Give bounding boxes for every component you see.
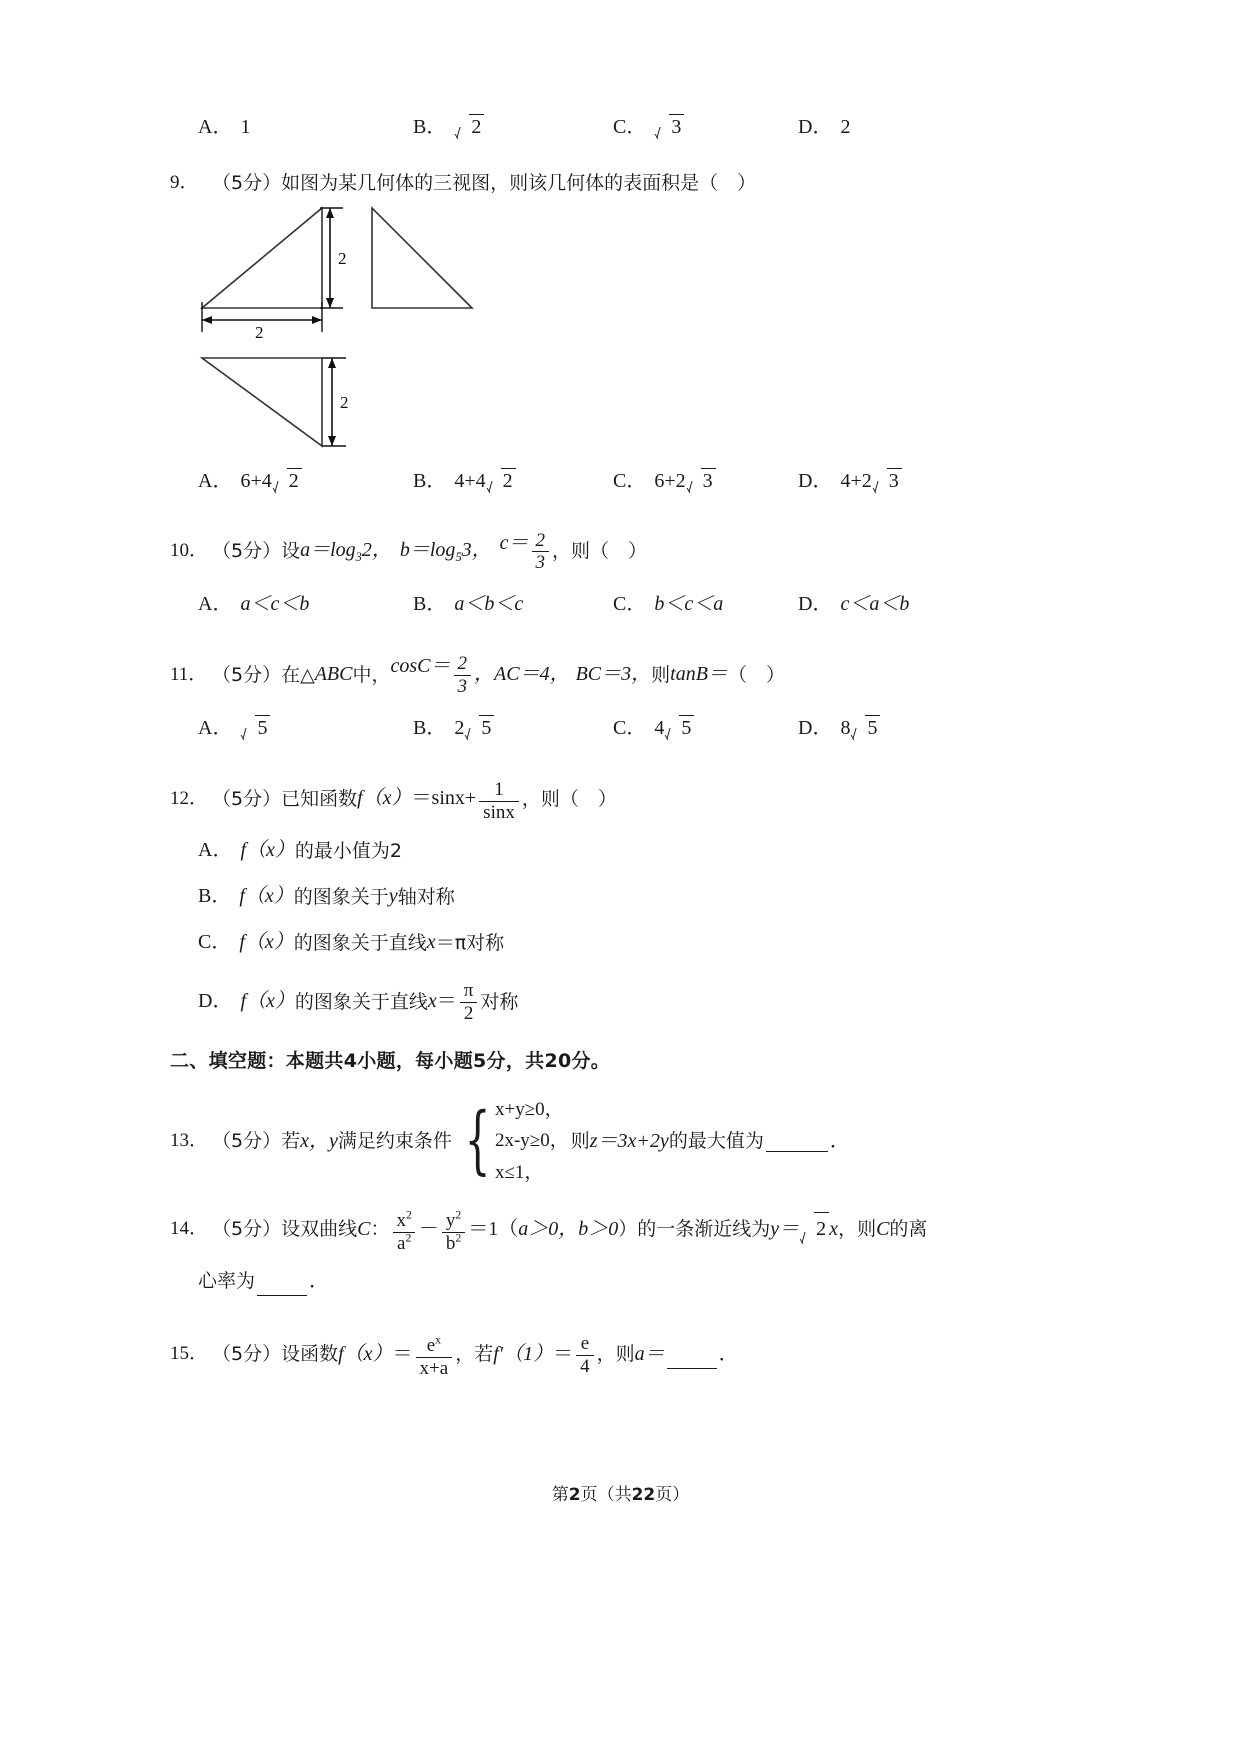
- option-b-label: B．: [413, 593, 447, 616]
- option-b-variable: y: [388, 885, 398, 908]
- question-13-number: 13．: [170, 1129, 209, 1151]
- question-13-score: （5分）: [212, 1129, 282, 1152]
- question-15-score: （5分）: [212, 1343, 282, 1366]
- option-c[interactable]: [613, 711, 798, 740]
- question-14-score: （5分）: [212, 1218, 282, 1241]
- question-10-score: （5分）: [212, 539, 282, 562]
- footer-total-pages: 22: [631, 1485, 656, 1505]
- option-a-prefix: 6+4: [240, 469, 272, 492]
- option-a-radicand: 2: [287, 468, 302, 493]
- option-c-text-2: ＝π对称: [435, 931, 505, 954]
- option-d-label: D．: [198, 990, 233, 1012]
- option-a[interactable]: [198, 587, 413, 616]
- option-d[interactable]: [798, 464, 902, 493]
- option-b-text: a＜b＜c: [454, 593, 524, 616]
- footer-page-number: 2: [568, 1485, 581, 1505]
- question-10-b-definition: $b=\log_53$，: [399, 539, 492, 565]
- question-14-text-1: 设双曲线: [281, 1218, 358, 1241]
- option-c-label: C．: [613, 469, 647, 492]
- option-a-radicand: 5: [255, 715, 270, 740]
- option-b[interactable]: [413, 587, 613, 616]
- question-15-a-variable: a＝: [634, 1342, 665, 1365]
- question-12-option-b[interactable]: [170, 881, 1070, 911]
- option-d-text-2: 对称: [480, 990, 519, 1013]
- option-c[interactable]: [613, 464, 798, 493]
- constraint-3: x≤1，: [494, 1161, 544, 1183]
- question-14-paren: ）: [618, 1218, 638, 1241]
- question-12-text-1: 已知函数: [281, 787, 358, 810]
- question-14-number: 14．: [170, 1218, 209, 1240]
- sqrt-icon: [486, 468, 516, 493]
- question-11-triangle: ABC: [314, 663, 353, 686]
- question-11-text-1: 在△: [281, 663, 315, 686]
- question-15-period: ．: [718, 1342, 739, 1365]
- constraint-1: x+y≥0，: [494, 1098, 564, 1120]
- sqrt-icon: [664, 715, 694, 740]
- question-12-option-a[interactable]: [170, 835, 1070, 865]
- footer-suffix: 页）: [655, 1485, 690, 1505]
- option-a[interactable]: [198, 110, 413, 139]
- question-12-text-2: ，则（ ）: [521, 787, 617, 810]
- sqrt-icon: [272, 468, 302, 493]
- option-b-radicand: 2: [501, 468, 516, 493]
- question-15-function: f（x）: [338, 1342, 393, 1365]
- option-b-prefix: 4+4: [454, 469, 486, 492]
- question-10-number: 10．: [170, 539, 209, 561]
- question-12-stem: [170, 770, 1070, 824]
- option-d-equals: ＝: [436, 990, 457, 1012]
- option-c-radicand: 5: [679, 715, 694, 740]
- question-9-text: 如图为某几何体的三视图，则该几何体的表面积是（ ）: [281, 172, 757, 194]
- question-14-eccentricity-label: 心率为: [198, 1270, 256, 1293]
- option-b[interactable]: [413, 464, 613, 493]
- option-a-text: 的最小值为2: [294, 839, 402, 862]
- left-brace-icon: {: [464, 1097, 491, 1184]
- option-b-text-1: 的图象关于: [293, 885, 389, 908]
- question-13-answer-blank[interactable]: [766, 1131, 828, 1152]
- constraint-2: 2x-y≥0，: [494, 1130, 569, 1152]
- option-b-label: B．: [413, 116, 447, 138]
- question-14-equals-one: ＝1（: [468, 1217, 519, 1240]
- option-a-label: A．: [198, 839, 233, 862]
- option-c-radicand: 3: [669, 114, 684, 139]
- option-a-label: A．: [198, 469, 233, 492]
- question-14-minus: －: [418, 1217, 439, 1240]
- option-a-label: A．: [198, 116, 233, 138]
- question-14-period: ．: [309, 1269, 330, 1292]
- question-15-text-2: ，若: [455, 1343, 494, 1366]
- question-12-score: （5分）: [212, 787, 282, 810]
- question-12-fraction: $\frac{1}{\sin x}$: [479, 780, 519, 823]
- dimension-label-top-vertical: 2: [338, 248, 347, 268]
- option-c-label: C．: [613, 116, 647, 138]
- question-11-bc: BC＝3，: [575, 663, 652, 686]
- option-d[interactable]: [798, 587, 909, 616]
- option-d-function: f（x）: [240, 990, 295, 1012]
- option-a-label: A．: [198, 593, 233, 616]
- question-9-number: 9．: [170, 172, 199, 193]
- footer-mid: 页（共: [580, 1485, 632, 1505]
- question-10-text-2: ，则（ ）: [552, 539, 648, 562]
- question-11-cos: cosC＝ $\frac{2}{3}$: [391, 646, 475, 689]
- option-d-prefix: 4+2: [840, 469, 872, 492]
- question-14-conditions: a＞0，b＞0: [518, 1217, 619, 1240]
- question-12-equation: ＝sinx+: [411, 787, 477, 810]
- option-d-text-1: 的图象关于直线: [294, 990, 428, 1013]
- option-b-text-2: 轴对称: [397, 885, 455, 908]
- three-view-drawing-svg: [180, 198, 520, 448]
- question-15-equals: ＝: [392, 1342, 413, 1365]
- question-13-text-4: 的最大值为: [668, 1129, 764, 1152]
- question-11-text-2: 中，: [352, 663, 391, 686]
- option-c-text: b＜c＜a: [654, 593, 724, 616]
- question-14-x-term: $\frac{x^2}{a^2}$: [392, 1211, 415, 1254]
- question-13-variables: x，y: [300, 1130, 338, 1152]
- question-8-options: [170, 110, 1070, 139]
- option-d-label: D．: [798, 116, 833, 138]
- option-a-value: 1: [240, 116, 251, 138]
- question-12-function: f（x）: [357, 787, 412, 810]
- question-14-asymptote-y: y＝: [770, 1217, 800, 1240]
- question-12-option-d[interactable]: [170, 973, 1070, 1025]
- option-a[interactable]: [198, 711, 413, 740]
- question-13-text-3: 则: [570, 1129, 590, 1152]
- question-15-equals-2: ＝: [553, 1342, 574, 1365]
- question-10-stem: [170, 523, 1070, 574]
- question-11-tan: tanB＝: [670, 663, 728, 686]
- section-2-heading: 二、填空题：本题共4小题，每小题5分，共20分。: [170, 1050, 611, 1072]
- question-9-options: [170, 464, 1070, 493]
- sqrt-icon: [454, 114, 484, 139]
- question-13-text-1: 若: [281, 1129, 301, 1152]
- option-b-label: B．: [413, 469, 447, 492]
- option-c-label: C．: [198, 931, 232, 954]
- option-d-label: D．: [798, 593, 833, 616]
- question-11-number: 11．: [170, 663, 208, 685]
- question-14-line-2: [170, 1266, 1070, 1296]
- question-10-options: [170, 587, 1070, 616]
- sqrt-icon: [686, 468, 716, 493]
- question-15-text-3: ，则: [596, 1343, 635, 1366]
- question-9-stem: [170, 169, 1070, 198]
- dimension-label-top-horizontal: 2: [255, 322, 264, 342]
- question-13-stem: [170, 1091, 1070, 1191]
- question-10-a-definition: $a=\log_32$，: [300, 539, 392, 565]
- question-11-options: [170, 711, 1070, 740]
- option-c-variable: x: [426, 931, 436, 954]
- option-c[interactable]: [613, 110, 798, 139]
- option-d[interactable]: [798, 711, 880, 740]
- option-d-variable: x: [427, 990, 437, 1012]
- page-footer: [0, 1480, 1241, 1505]
- option-d[interactable]: [798, 110, 850, 139]
- option-d-label: D．: [798, 469, 833, 492]
- question-9-score: （5分）: [212, 172, 282, 194]
- question-14-asymptote-x: x: [829, 1217, 839, 1240]
- sqrt-icon: [872, 468, 902, 493]
- option-d-label: D．: [798, 717, 833, 740]
- question-15-stem: [170, 1326, 1070, 1379]
- question-14-stem: [170, 1201, 1070, 1254]
- option-b-label: B．: [413, 717, 447, 740]
- question-13-constraint-system: [454, 1094, 569, 1188]
- option-d-fraction: $\frac{\pi}{2}$: [460, 981, 478, 1024]
- question-15-number: 15．: [170, 1343, 209, 1365]
- option-c-label: C．: [613, 717, 647, 740]
- footer-prefix: 第: [551, 1485, 569, 1505]
- question-14-text-3: ，则: [838, 1218, 877, 1241]
- option-d-prefix: 8: [840, 717, 851, 740]
- option-c-function: f（x）: [239, 931, 294, 954]
- option-c-text-1: 的图象关于直线: [293, 931, 427, 954]
- question-11-text-3: 则: [651, 663, 671, 686]
- option-b-function: f（x）: [239, 885, 294, 908]
- option-b-radicand: 5: [479, 715, 494, 740]
- option-c-prefix: 6+2: [654, 469, 686, 492]
- question-14-colon: ：: [370, 1218, 390, 1241]
- option-a-function: f（x）: [240, 839, 295, 862]
- sqrt-icon: [850, 715, 880, 740]
- question-15-derivative: f′（1）: [493, 1342, 554, 1365]
- option-d-radicand: 3: [887, 468, 902, 493]
- question-13-period: ．: [829, 1130, 850, 1152]
- question-14-answer-blank[interactable]: [257, 1275, 307, 1296]
- option-b-radicand: 2: [469, 114, 484, 139]
- option-c-label: C．: [613, 593, 647, 616]
- question-11-ac: ，AC＝4，: [474, 663, 570, 686]
- dimension-label-bottom-vertical: 2: [340, 392, 349, 412]
- question-14-y-term: $\frac{y^2}{b^2}$: [442, 1211, 465, 1254]
- question-15-text-1: 设函数: [281, 1343, 339, 1366]
- option-a-label: A．: [198, 717, 233, 740]
- sqrt-icon: [464, 715, 494, 740]
- question-11-stem: [170, 646, 1070, 698]
- question-14-curve-name-2: C: [876, 1217, 890, 1240]
- question-15-fraction-2: $\frac{e}{4}$: [576, 1334, 594, 1377]
- option-b[interactable]: [413, 711, 613, 740]
- option-b[interactable]: [413, 110, 613, 139]
- question-15-fraction: $\frac{e^x}{x+a}$: [416, 1336, 453, 1379]
- question-13-text-2: 满足约束条件: [337, 1129, 452, 1152]
- question-14-curve-name: C: [357, 1217, 371, 1240]
- question-11-text-4: （ ）: [727, 663, 785, 686]
- option-d-text: c＜a＜b: [840, 593, 910, 616]
- sqrt-icon: [799, 1212, 829, 1244]
- option-b-label: B．: [198, 885, 232, 908]
- question-10-c-definition: c＝ $\frac{2}{3}$: [500, 523, 552, 566]
- option-c-prefix: 4: [654, 717, 665, 740]
- question-14-text-4: 的离: [889, 1218, 928, 1241]
- sqrt-icon: [240, 715, 270, 740]
- option-c-radicand: 3: [701, 468, 716, 493]
- question-15-answer-blank[interactable]: [667, 1348, 717, 1369]
- option-b-prefix: 2: [454, 717, 465, 740]
- question-12-option-c[interactable]: [170, 927, 1070, 957]
- question-14-text-2: 的一条渐近线为: [637, 1218, 771, 1241]
- option-a[interactable]: [198, 464, 413, 493]
- question-14-asymptote-radicand: 2: [814, 1212, 829, 1244]
- option-d-value: 2: [840, 116, 851, 138]
- option-d-radicand: 5: [865, 715, 880, 740]
- option-c[interactable]: [613, 587, 798, 616]
- option-a-text: a＜c＜b: [240, 593, 310, 616]
- question-12-number: 12．: [170, 787, 209, 809]
- question-10-text-1: 设: [281, 539, 301, 562]
- question-9-figure: [180, 198, 520, 448]
- question-11-score: （5分）: [212, 663, 282, 686]
- question-13-objective: z＝3x+2y: [589, 1130, 669, 1152]
- page-content: [170, 110, 1070, 1379]
- sqrt-icon: [654, 114, 684, 139]
